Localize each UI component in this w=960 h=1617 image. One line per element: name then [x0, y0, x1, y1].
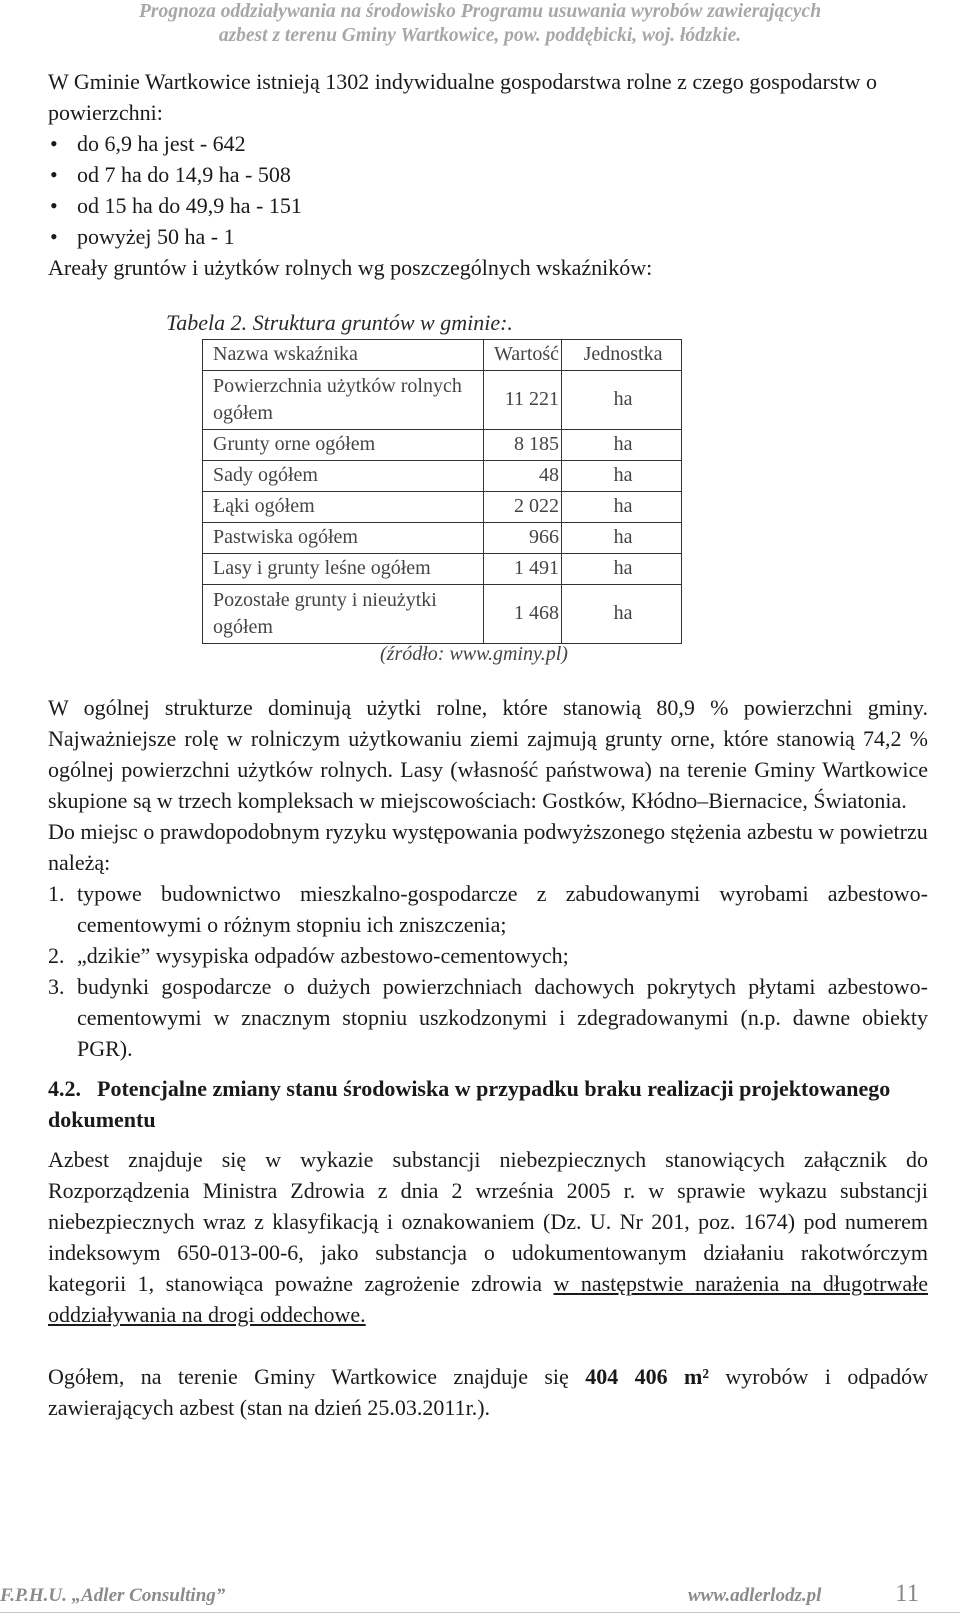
- total-paragraph: [48, 1361, 928, 1423]
- table-row: [203, 523, 682, 554]
- page-number: 11: [895, 1580, 920, 1607]
- row-value: 8 185: [484, 430, 562, 461]
- list-item: • od 15 ha do 49,9 ha - 151: [48, 190, 928, 221]
- table-header-row: [203, 340, 682, 371]
- table-caption: Tabela 2. Struktura gruntów w gminie:.: [166, 310, 513, 335]
- list-number: 1.: [48, 881, 65, 906]
- row-name: Grunty orne ogółem: [203, 430, 484, 461]
- risk-intro-paragraph: Do miejsc o prawdopodobnym ryzyku występowania podwyższonego stężenia azbestu w powietrzu należą:: [48, 819, 928, 875]
- list-item: • od 7 ha do 14,9 ha - 508: [48, 159, 928, 190]
- row-value: 2 022: [484, 492, 562, 523]
- row-unit: ha: [562, 492, 682, 523]
- asbestus-underlined-text: w następstwie narażenia na długotrwałe oddziaływania na drogi oddechowe.: [48, 1271, 928, 1327]
- list-text: typowe budownictwo mieszkalno-gospodarcze z zabudowanymi wyrobami azbestowo-cementowymi o różnym stopniu ich zniszczenia;: [77, 881, 928, 937]
- row-value: 966: [484, 523, 562, 554]
- row-unit: ha: [562, 461, 682, 492]
- header-line-1: Prognoza oddziaływania na środowisko Programu usuwania wyrobów zawierających: [138, 1, 822, 22]
- row-name: Pozostałe grunty i nieużytki ogółem: [203, 585, 484, 644]
- row-name: Lasy i grunty leśne ogółem: [203, 554, 484, 585]
- row-value: 1 491: [484, 554, 562, 585]
- footer-company: F.P.H.U. „Adler Consulting”: [0, 1585, 226, 1606]
- row-unit: ha: [562, 430, 682, 461]
- total-amount: 404 406 m²: [585, 1364, 709, 1389]
- row-name: Powierzchnia użytków rolnych ogółem: [203, 371, 484, 430]
- page-header: [0, 0, 960, 48]
- total-text-end: wyrobów i odpadów zawierających azbest (stan na dzień 25.03.2011r.).: [48, 1364, 929, 1420]
- header-cell-name: Nazwa wskaźnika: [203, 340, 484, 371]
- page-footer: [0, 1581, 960, 1611]
- section-number: 4.2.: [48, 1076, 81, 1101]
- list-number: 3.: [48, 974, 65, 999]
- intro-section: [48, 66, 928, 283]
- list-item: • powyżej 50 ha - 1: [48, 221, 928, 252]
- header-cell-value: Wartość: [484, 340, 562, 371]
- footer-url: www.adlerlodz.pl: [688, 1585, 822, 1606]
- risk-list: [48, 878, 928, 1064]
- farm-size-list: [48, 128, 928, 252]
- row-value: 11 221: [484, 371, 562, 430]
- header-line-2: azbest z terenu Gminy Wartkowice, pow. poddębicki, woj. łódzkie.: [218, 25, 742, 46]
- list-item: [48, 940, 928, 971]
- footer-divider: [0, 1612, 960, 1613]
- section-heading: [48, 1073, 928, 1135]
- row-unit: ha: [562, 585, 682, 644]
- table-row: [203, 585, 682, 644]
- table-source: (źródło: www.gminy.pl): [380, 643, 568, 665]
- body-section: [48, 692, 928, 1423]
- table-row: [203, 371, 682, 430]
- table-row: [203, 554, 682, 585]
- list-text: budynki gospodarcze o dużych powierzchniach dachowych pokrytych płytami azbestowo-cementowymi w znacznym stopniu uszkodzonymi i zdegradowanymi (n.p. dawne obiekty PGR).: [77, 974, 928, 1061]
- row-value: 48: [484, 461, 562, 492]
- asbestus-text: Azbest znajduje się w wykazie substancji niebezpiecznych stanowiących załącznik do Rozporządzenia Ministra Zdrowia z dnia 2 września 2005 r. w sprawie wykazu substancji niebezpiecznych wraz z klasyfikacją i oznakowaniem (Dz. U. Nr 201, poz. 1674) pod numerem indeksowym 650-013-00-6, jako substancja o udokumentowanym działaniu rakotwórczym kategorii 1, stanowiąca poważne zagrożenie zdrowia: [48, 1147, 928, 1296]
- row-unit: ha: [562, 523, 682, 554]
- row-value: 1 468: [484, 585, 562, 644]
- row-unit: ha: [562, 371, 682, 430]
- list-text: „dzikie” wysypiska odpadów azbestowo-cementowych;: [77, 943, 569, 968]
- table-row: [203, 492, 682, 523]
- section-title: Potencjalne zmiany stanu środowiska w przypadku braku realizacji projektowanego dokumentu: [48, 1076, 891, 1132]
- structure-paragraph: W ogólnej strukturze dominują użytki rolne, które stanowią 80,9 % powierzchni gminy. Najważniejsze rolę w rolniczym użytkowaniu ziemi zajmują grunty orne, które stanowią 74,2 % ogólnej powierzchni użytków rolnych. Lasy (własność państwowa) na terenie Gminy Wartkowice skupione są w trzech kompleksach w miejscowościach: Gostków, Kłódno–Biernacice, Światonia.: [48, 695, 928, 813]
- list-item: [48, 971, 928, 1064]
- header-cell-unit: Jednostka: [562, 340, 682, 371]
- list-item: [48, 878, 928, 940]
- intro-paragraph: W Gminie Wartkowice istnieją 1302 indywidualne gospodarstwa rolne z czego gospodarstw o powierzchni:: [48, 69, 877, 125]
- row-name: Sady ogółem: [203, 461, 484, 492]
- row-name: Pastwiska ogółem: [203, 523, 484, 554]
- row-unit: ha: [562, 554, 682, 585]
- asbestus-paragraph: [48, 1144, 928, 1330]
- land-structure-table: [202, 339, 682, 644]
- table-row: [203, 461, 682, 492]
- table-row: [203, 430, 682, 461]
- total-text-start: Ogółem, na terenie Gminy Wartkowice znajduje się: [48, 1364, 586, 1389]
- list-number: 2.: [48, 943, 65, 968]
- areas-paragraph: Areały gruntów i użytków rolnych wg poszczególnych wskaźników:: [48, 255, 653, 280]
- row-name: Łąki ogółem: [203, 492, 484, 523]
- list-item: • do 6,9 ha jest - 642: [48, 128, 928, 159]
